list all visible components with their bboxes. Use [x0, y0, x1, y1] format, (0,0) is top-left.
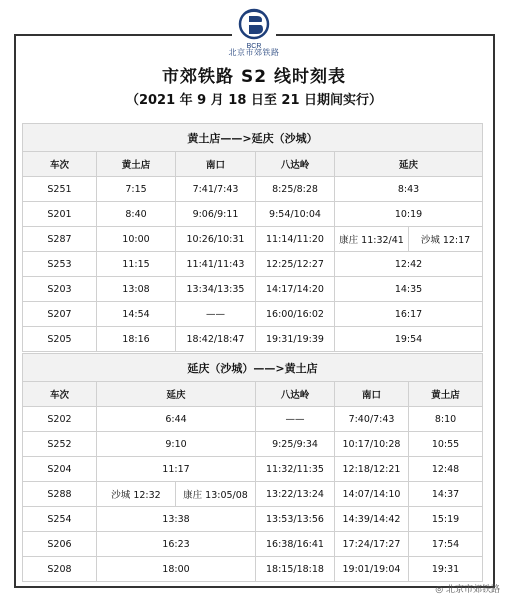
column-header: 南口 — [335, 382, 409, 407]
column-header: 车次 — [23, 152, 97, 177]
column-header: 延庆 — [97, 382, 256, 407]
wechat-icon: ◎ — [435, 585, 444, 595]
train-number: S288 — [23, 482, 97, 507]
time-cell: 18:00 — [97, 557, 256, 582]
time-cell: —— — [176, 302, 256, 327]
time-cell: 9:25/9:34 — [256, 432, 335, 457]
table-row — [23, 407, 483, 432]
train-number: S204 — [23, 457, 97, 482]
page-subtitle: （2021 年 9 月 18 日至 21 日期间实行） — [125, 93, 383, 108]
time-cell: 16:00/16:02 — [256, 302, 335, 327]
time-cell: 10:19 — [335, 202, 483, 227]
train-number: S251 — [23, 177, 97, 202]
time-cell: 13:22/13:24 — [256, 482, 335, 507]
column-header: 八达岭 — [256, 152, 335, 177]
page-title: 市郊铁路 S2 线时刻表 — [162, 67, 346, 87]
table-row — [23, 252, 483, 277]
time-cell: 19:54 — [335, 327, 483, 352]
train-number: S207 — [23, 302, 97, 327]
time-cell: 11:14/11:20 — [256, 227, 335, 252]
time-cell: 14:07/14:10 — [335, 482, 409, 507]
time-cell: 14:17/14:20 — [256, 277, 335, 302]
table-row — [23, 202, 483, 227]
watermark-text: 北京市郊铁路 — [445, 585, 500, 595]
section-2-title: 延庆（沙城）——>黄土店 — [23, 354, 483, 382]
column-header: 八达岭 — [256, 382, 335, 407]
time-cell: 18:42/18:47 — [176, 327, 256, 352]
time-cell: 13:53/13:56 — [256, 507, 335, 532]
timetable-section-2 — [22, 353, 483, 582]
time-cell: 12:48 — [409, 457, 483, 482]
section-1-title: 黄土店——>延庆（沙城） — [23, 124, 483, 152]
time-cell: 13:08 — [97, 277, 176, 302]
time-cell: 7:41/7:43 — [176, 177, 256, 202]
train-number: S201 — [23, 202, 97, 227]
time-cell: 10:26/10:31 — [176, 227, 256, 252]
time-cell: 17:24/17:27 — [335, 532, 409, 557]
time-cell: 7:15 — [97, 177, 176, 202]
time-cell: 17:54 — [409, 532, 483, 557]
time-cell: 11:32/11:35 — [256, 457, 335, 482]
svg-text:BCR: BCR — [246, 43, 262, 50]
time-cell: 19:31 — [409, 557, 483, 582]
time-cell: 13:38 — [97, 507, 256, 532]
time-cell: —— — [256, 407, 335, 432]
time-cell: 11:15 — [97, 252, 176, 277]
time-cell: 10:55 — [409, 432, 483, 457]
train-number: S202 — [23, 407, 97, 432]
timetable-section-1 — [22, 123, 483, 352]
table-row — [23, 532, 483, 557]
time-cell: 12:42 — [335, 252, 483, 277]
column-header: 延庆 — [335, 152, 483, 177]
time-cell: 康庄 11:32/41 — [335, 227, 409, 252]
time-cell: 14:39/14:42 — [335, 507, 409, 532]
time-cell: 16:17 — [335, 302, 483, 327]
watermark — [435, 582, 500, 595]
time-cell: 13:34/13:35 — [176, 277, 256, 302]
table-row — [23, 327, 483, 352]
time-cell: 10:00 — [97, 227, 176, 252]
train-number: S254 — [23, 507, 97, 532]
train-number: S205 — [23, 327, 97, 352]
time-cell: 8:40 — [97, 202, 176, 227]
train-number: S253 — [23, 252, 97, 277]
time-cell: 9:10 — [97, 432, 256, 457]
train-number: S208 — [23, 557, 97, 582]
time-cell: 8:10 — [409, 407, 483, 432]
table-row — [23, 457, 483, 482]
section-1-header-row — [23, 152, 483, 177]
table-row — [23, 227, 483, 252]
time-cell: 沙城 12:32 — [97, 482, 176, 507]
time-cell: 12:18/12:21 — [335, 457, 409, 482]
time-cell: 18:16 — [97, 327, 176, 352]
time-cell: 11:41/11:43 — [176, 252, 256, 277]
bcr-logo-icon — [232, 6, 276, 50]
train-number: S206 — [23, 532, 97, 557]
train-number: S252 — [23, 432, 97, 457]
time-cell: 12:25/12:27 — [256, 252, 335, 277]
time-cell: 19:31/19:39 — [256, 327, 335, 352]
time-cell: 8:43 — [335, 177, 483, 202]
time-cell: 14:37 — [409, 482, 483, 507]
time-cell: 8:25/8:28 — [256, 177, 335, 202]
time-cell: 沙城 12:17 — [409, 227, 483, 252]
time-cell: 10:17/10:28 — [335, 432, 409, 457]
table-row — [23, 557, 483, 582]
time-cell: 9:54/10:04 — [256, 202, 335, 227]
table-row — [23, 482, 483, 507]
time-cell: 14:54 — [97, 302, 176, 327]
time-cell: 14:35 — [335, 277, 483, 302]
time-cell: 康庄 13:05/08 — [176, 482, 256, 507]
logo-caption: 北京市郊铁路 — [228, 48, 280, 57]
section-2-header-row — [23, 382, 483, 407]
column-header: 黄土店 — [409, 382, 483, 407]
time-cell: 18:15/18:18 — [256, 557, 335, 582]
column-header: 车次 — [23, 382, 97, 407]
table-row — [23, 302, 483, 327]
time-cell: 15:19 — [409, 507, 483, 532]
train-number: S287 — [23, 227, 97, 252]
time-cell: 16:23 — [97, 532, 256, 557]
time-cell: 6:44 — [97, 407, 256, 432]
time-cell: 11:17 — [97, 457, 256, 482]
table-row — [23, 277, 483, 302]
column-header: 南口 — [176, 152, 256, 177]
time-cell: 16:38/16:41 — [256, 532, 335, 557]
column-header: 黄土店 — [97, 152, 176, 177]
table-row — [23, 432, 483, 457]
time-cell: 9:06/9:11 — [176, 202, 256, 227]
time-cell: 7:40/7:43 — [335, 407, 409, 432]
train-number: S203 — [23, 277, 97, 302]
time-cell: 19:01/19:04 — [335, 557, 409, 582]
table-row — [23, 507, 483, 532]
table-row — [23, 177, 483, 202]
